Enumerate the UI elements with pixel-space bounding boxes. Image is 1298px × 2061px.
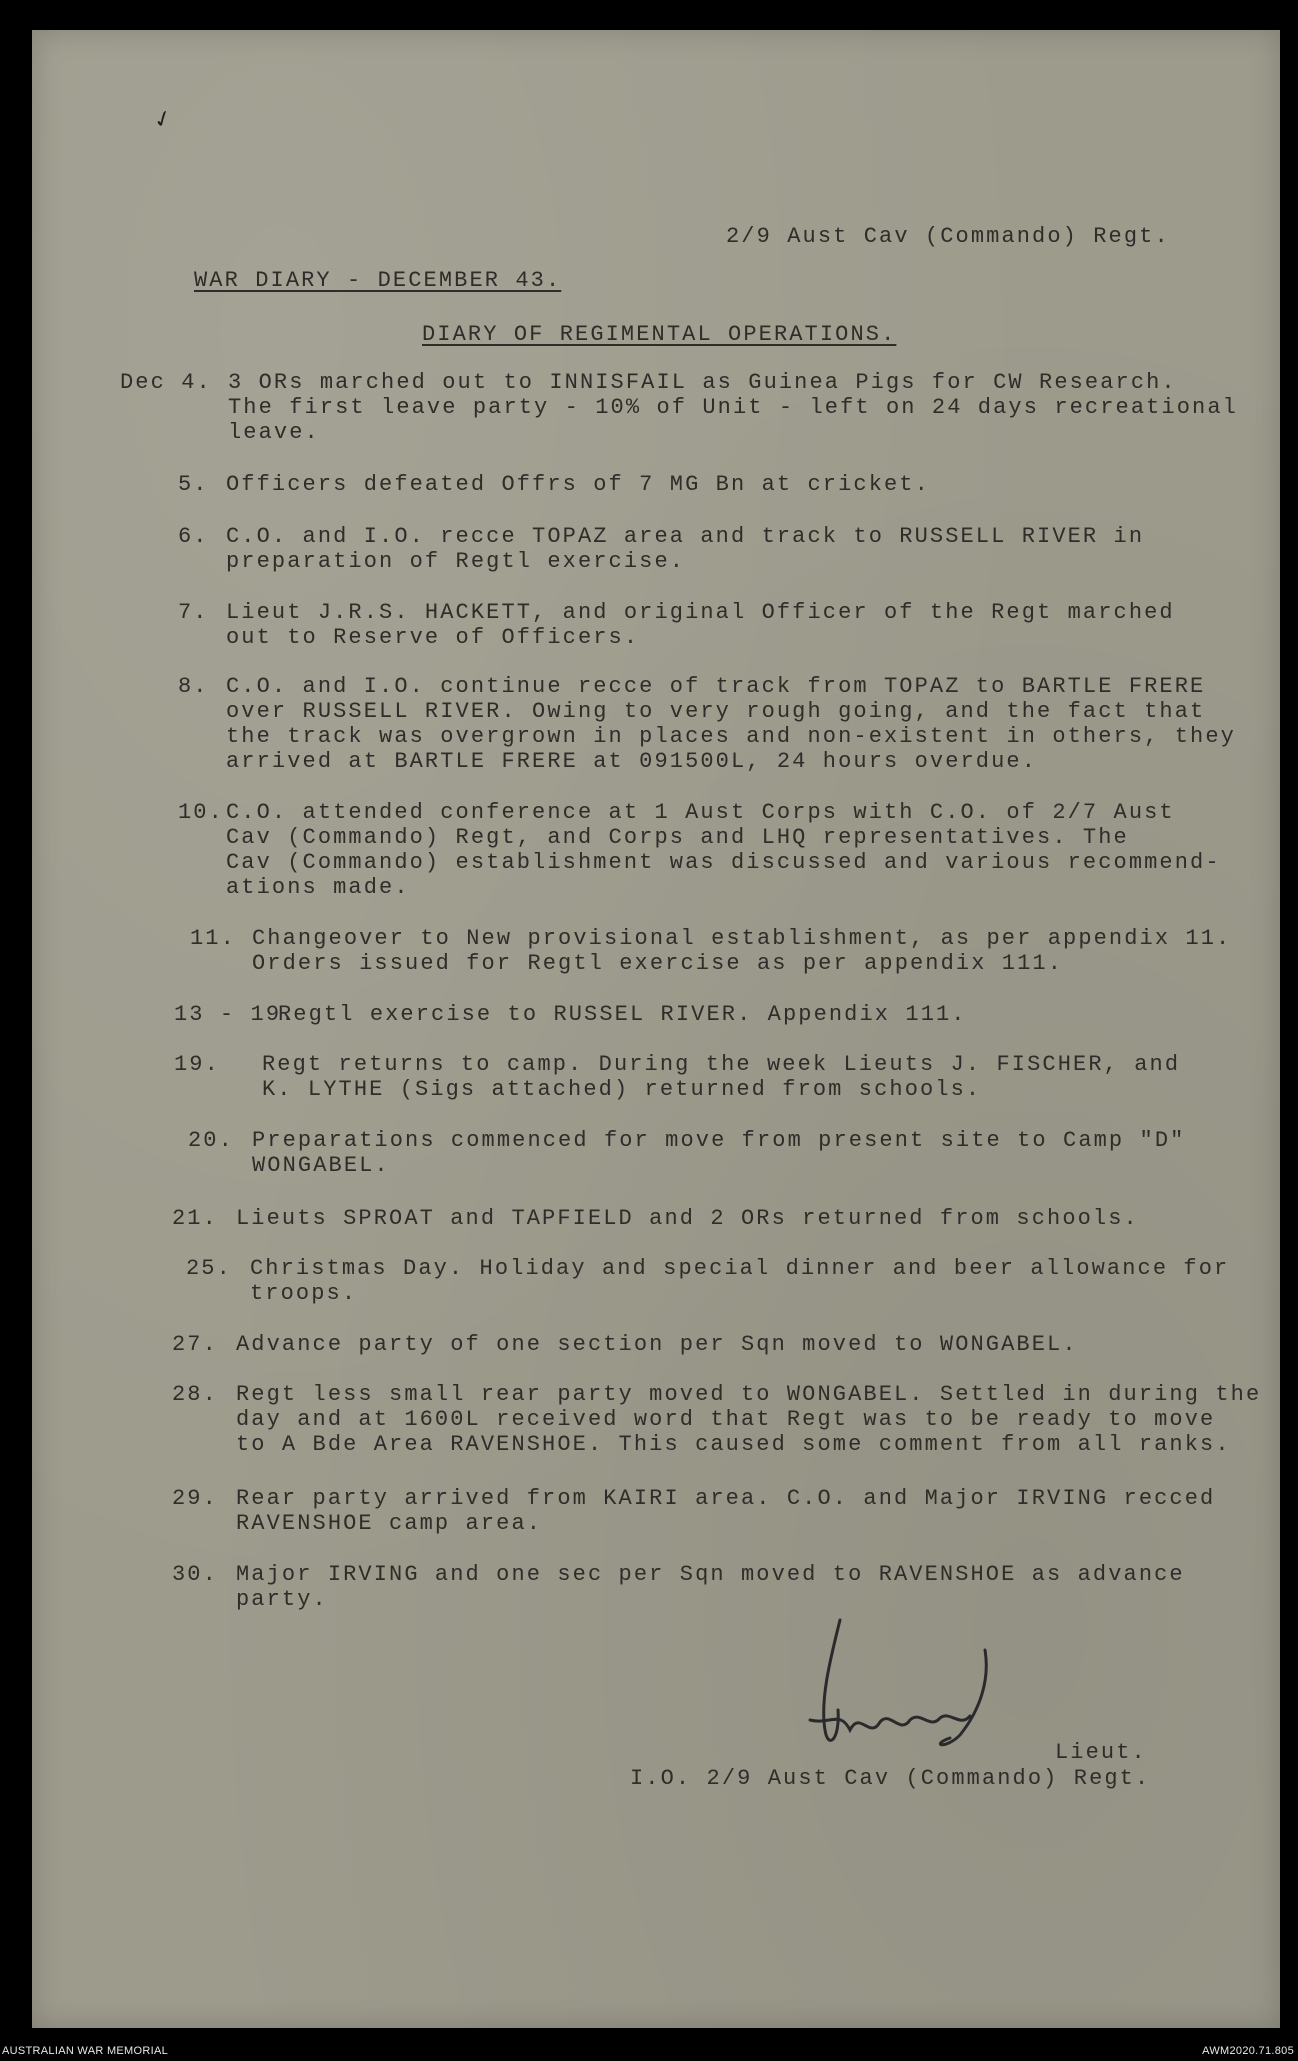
entry-text-line: preparation of Regtl exercise. <box>226 549 686 574</box>
entry-text-line: arrived at BARTLE FRERE at 091500L, 24 hours overdue. <box>226 749 1038 774</box>
entry-text-line: Regt returns to camp. During the week Lieuts J. FISCHER, and <box>262 1052 1181 1077</box>
entry-date: 28. <box>172 1382 218 1407</box>
entry-date: 30. <box>172 1562 218 1587</box>
entry-text-line: Officers defeated Offrs of 7 MG Bn at cricket. <box>226 472 930 497</box>
entry-text-line: the track was overgrown in places and non-existent in others, they <box>226 724 1236 749</box>
entry-text-line: Cav (Commando) establishment was discussed and various recommend- <box>226 850 1221 875</box>
entry-text-line: party. <box>236 1587 328 1612</box>
footer-accession-number: AWM2020.71.805 <box>1202 2045 1294 2057</box>
entry-date: 27. <box>172 1332 218 1357</box>
entry-text-line: Changeover to New provisional establishment, as per appendix 11. <box>252 926 1232 951</box>
officer-signature <box>780 1610 1030 1770</box>
signatory-appointment: I.O. 2/9 Aust Cav (Commando) Regt. <box>630 1766 1151 1791</box>
entry-text-line: C.O. attended conference at 1 Aust Corps with C.O. of 2/7 Aust <box>226 800 1175 825</box>
entry-date: 29. <box>172 1486 218 1511</box>
entry-text-line: 3 ORs marched out to INNISFAIL as Guinea Pigs for CW Research. <box>228 370 1177 395</box>
entry-date: 11. <box>190 926 236 951</box>
entry-text-line: over RUSSELL RIVER. Owing to very rough going, and the fact that <box>226 699 1206 724</box>
entry-text-line: Advance party of one section per Sqn moved to WONGABEL. <box>236 1332 1078 1357</box>
entry-text-line: troops. <box>250 1281 358 1306</box>
entry-date: Dec 4. <box>120 370 212 395</box>
entry-date: 19. <box>174 1052 220 1077</box>
diary-subtitle: DIARY OF REGIMENTAL OPERATIONS. <box>422 322 897 347</box>
entry-text-line: leave. <box>228 420 320 445</box>
entry-date: 8. <box>178 674 209 699</box>
entry-date: 7. <box>178 600 209 625</box>
entry-text-line: to A Bde Area RAVENSHOE. This caused some comment from all ranks. <box>236 1432 1231 1457</box>
entry-text-line: C.O. and I.O. recce TOPAZ area and track to RUSSELL RIVER in <box>226 524 1145 549</box>
entry-text-line: Christmas Day. Holiday and special dinner and beer allowance for <box>250 1256 1230 1281</box>
entry-text-line: C.O. and I.O. continue recce of track from TOPAZ to BARTLE FRERE <box>226 674 1206 699</box>
entry-date: 5. <box>178 472 209 497</box>
regiment-heading: 2/9 Aust Cav (Commando) Regt. <box>726 224 1170 249</box>
entry-text-line: Regt less small rear party moved to WONGABEL. Settled in during the <box>236 1382 1262 1407</box>
entry-text-line: out to Reserve of Officers. <box>226 625 640 650</box>
entry-text-line: Orders issued for Regtl exercise as per appendix 111. <box>252 951 1064 976</box>
entry-date: 13 - 19. <box>174 1002 297 1027</box>
entry-date: 21. <box>172 1206 218 1231</box>
entry-text-line: Regtl exercise to RUSSEL RIVER. Appendix 111. <box>278 1002 967 1027</box>
entry-text-line: RAVENSHOE camp area. <box>236 1511 543 1536</box>
entry-text-line: Preparations commenced for move from present site to Camp "D" <box>252 1128 1186 1153</box>
entry-text-line: Cav (Commando) Regt, and Corps and LHQ representatives. The <box>226 825 1129 850</box>
diary-title: WAR DIARY - DECEMBER 43. <box>194 268 562 293</box>
pencil-mark: ✓ <box>150 103 176 137</box>
footer-source: AUSTRALIAN WAR MEMORIAL <box>2 2045 169 2057</box>
entry-date: 6. <box>178 524 209 549</box>
entry-text-line: WONGABEL. <box>252 1153 390 1178</box>
entry-text-line: Rear party arrived from KAIRI area. C.O. and Major IRVING recced <box>236 1486 1216 1511</box>
signatory-rank: Lieut. <box>1055 1740 1147 1765</box>
entry-text-line: The first leave party - 10% of Unit - left on 24 days recreational <box>228 395 1238 420</box>
entry-text-line: Major IRVING and one sec per Sqn moved to RAVENSHOE as advance <box>236 1562 1185 1587</box>
entry-text-line: K. LYTHE (Sigs attached) returned from schools. <box>262 1077 982 1102</box>
entry-text-line: day and at 1600L received word that Regt was to be ready to move <box>236 1407 1216 1432</box>
entry-text-line: Lieuts SPROAT and TAPFIELD and 2 ORs returned from schools. <box>236 1206 1139 1231</box>
entry-date: 10. <box>178 800 224 825</box>
entry-text-line: Lieut J.R.S. HACKETT, and original Officer of the Regt marched <box>226 600 1175 625</box>
entry-date: 25. <box>186 1256 232 1281</box>
entry-date: 20. <box>188 1128 234 1153</box>
entry-text-line: ations made. <box>226 875 410 900</box>
